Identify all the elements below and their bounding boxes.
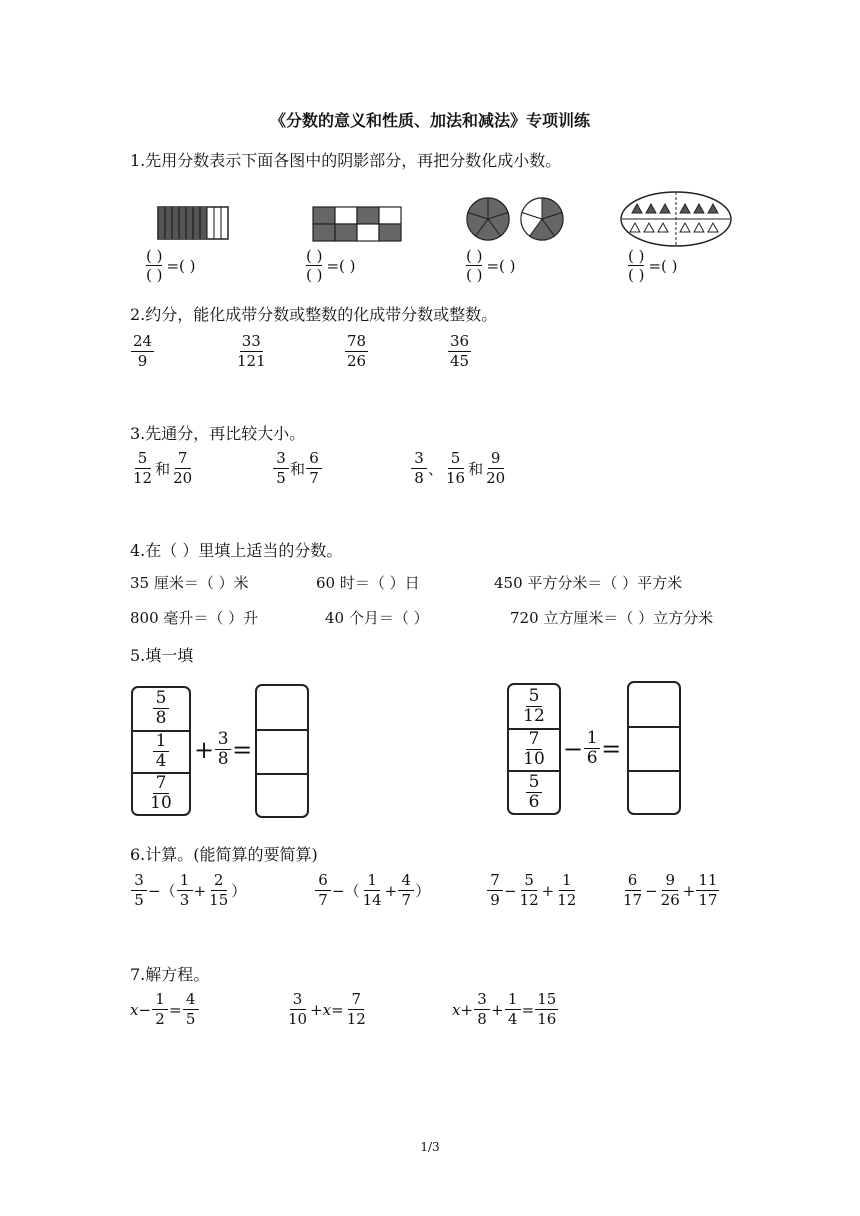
q1-answer-2[interactable]: ( ) ( ) =( ) xyxy=(306,247,356,284)
q5-left-answer-box[interactable] xyxy=(255,684,309,818)
q4-item-2[interactable]: 60 时＝（ ）日 xyxy=(316,574,420,592)
q6-expr-2: 6 7 −（ 1 14 + $\frac{4}{7}$ ） xyxy=(314,871,430,910)
q5-left-operands-box: 5 8 1 4 7 10 xyxy=(131,686,191,816)
q1-answer-4[interactable]: ( ) ( ) =( ) xyxy=(628,247,678,284)
ellipse-triangles-figure xyxy=(618,190,738,250)
q3-label: 3.先通分，再比较大小。 xyxy=(130,424,306,443)
q3-group-1: 5 12 和 7 20 xyxy=(133,449,193,487)
q7-label: 7.解方程。 xyxy=(130,965,210,984)
q5-right-operands-box: 5 12 7 10 5 6 xyxy=(507,683,561,815)
q5-label: 5.填一填 xyxy=(130,646,194,665)
q6-expr-3: 7 9 − $\frac{5}{12}$ + $\frac{1}{12}$ xyxy=(486,871,579,910)
q6-label: 6.计算。(能简算的要简算) xyxy=(130,845,318,864)
q5-right-operation: − $\frac{1}{6}$ = xyxy=(563,728,622,768)
q5-left-operation: + $\frac{3}{8}$ = xyxy=(194,729,253,769)
q2-fraction-1: $\frac{24}{9}$ xyxy=(133,332,153,370)
circles-figure xyxy=(462,193,572,248)
q4-item-6[interactable]: 720 立方厘米＝（ ）立方分米 xyxy=(510,609,714,627)
q2-fraction-2: $\frac{33}{121}$ xyxy=(237,332,266,370)
q7-equation-1: x − $\frac{1}{2}$ = $\frac{4}{5}$ xyxy=(130,990,200,1029)
q1-answer-3[interactable]: ( ) ( ) =( ) xyxy=(466,247,516,284)
q3-group-3: 3 8 、 5 16 和 9 20 xyxy=(410,449,508,488)
q7-equation-2: 3 10 + x = $\frac{7}{12}$ xyxy=(288,990,366,1028)
q6-expr-4: 6 17 − $\frac{9}{26}$ + $\frac{11}{17}$ xyxy=(623,871,718,909)
q2-label: 2.约分，能化成带分数或整数的化成带分数或整数。 xyxy=(130,305,498,324)
rect-stripes-figure xyxy=(150,195,240,250)
q1-answer-1[interactable]: ( ) ( ) =( ) xyxy=(146,247,196,284)
q4-item-3[interactable]: 450 平方分米＝（ ）平方米 xyxy=(494,574,683,592)
q2-fraction-3: $\frac{78}{26}$ xyxy=(347,332,367,370)
q5-right-answer-box[interactable] xyxy=(627,681,681,815)
q1-label: 1.先用分数表示下面各图中的阴影部分，再把分数化成小数。 xyxy=(130,151,562,170)
q3-group-2: 3 5 和 6 7 xyxy=(272,449,323,488)
q2-fraction-4: $\frac{36}{45}$ xyxy=(450,332,470,370)
page-number: 1/3 xyxy=(420,1140,440,1154)
q4-label: 4.在（ ）里填上适当的分数。 xyxy=(130,541,343,560)
q6-expr-1: 3 5 −（ 1 3 + $\frac{2}{15}$ ） xyxy=(130,871,246,910)
page-title: 《分数的意义和性质、加法和减法》专项训练 xyxy=(269,111,590,130)
q7-equation-3: x + $\frac{3}{8}$ + $\frac{1}{4}$ = $\frac{15}{16}$ xyxy=(452,990,557,1028)
q4-item-4[interactable]: 800 毫升＝（ ）升 xyxy=(130,609,259,627)
q4-item-5[interactable]: 40 个月＝（ ） xyxy=(325,609,429,627)
q4-item-1[interactable]: 35 厘米＝（ ）米 xyxy=(130,574,249,592)
grid-figure xyxy=(305,195,415,250)
